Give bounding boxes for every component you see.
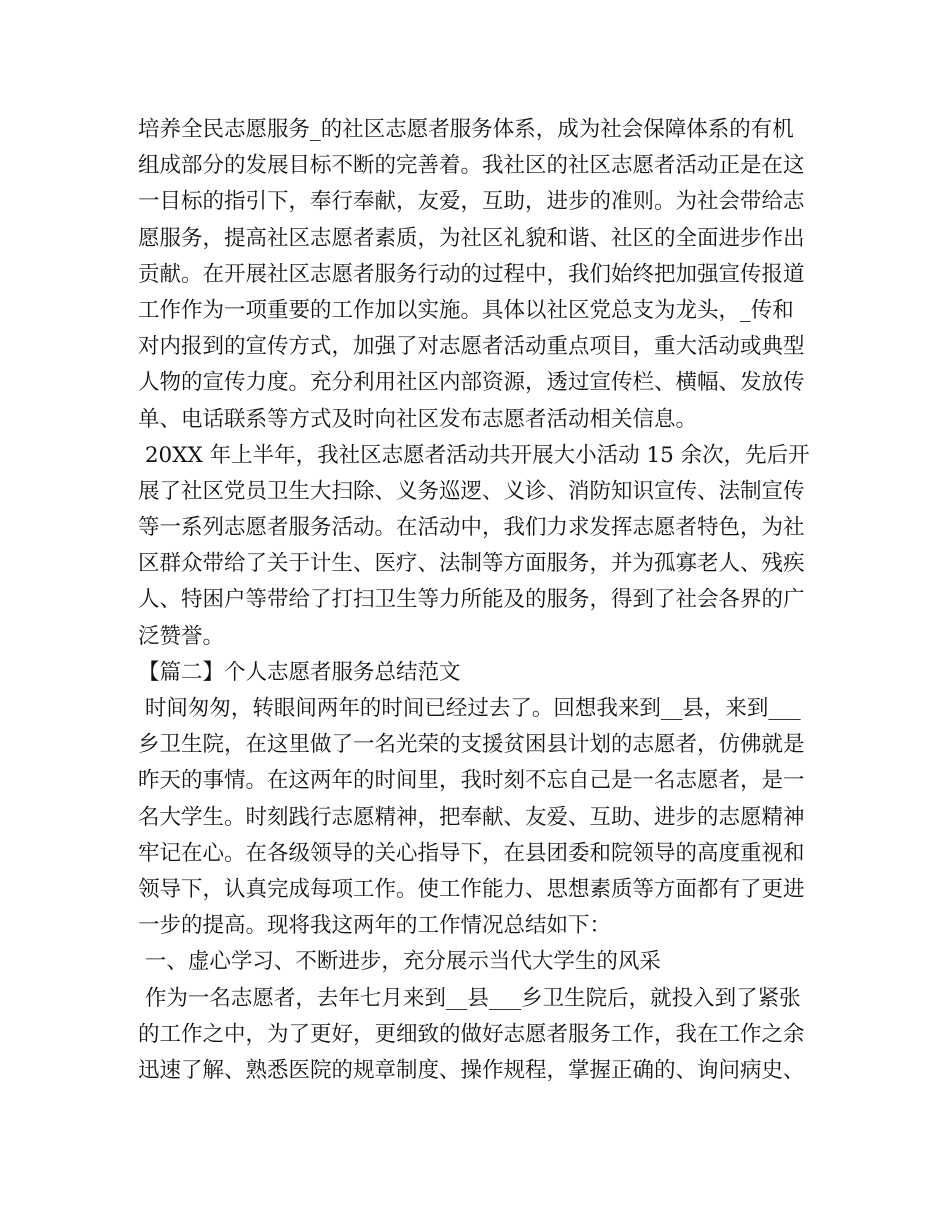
text-line: 贡献。在开展社区志愿者服务行动的过程中，我们始终把加强宣传报道 [138, 261, 805, 287]
text-line: 的工作之中，为了更好，更细致的做好志愿者服务工作，我在工作之余 [138, 1021, 805, 1047]
text-line: 等一系列志愿者服务活动。在活动中，我们力求发挥志愿者特色，为社 [138, 515, 805, 541]
text-line: 单、电话联系等方式及时向社区发布志愿者活动相关信息。 [138, 406, 698, 432]
text-line: 作为一名志愿者，去年七月来到__县___乡卫生院后，就投入到了紧张 [138, 985, 801, 1011]
text-line: 培养全民志愿服务_的社区志愿者服务体系，成为社会保障体系的有机 [138, 117, 794, 142]
text-line: 昨天的事情。在这两年的时间里，我时刻不忘自己是一名志愿者，是一 [138, 768, 805, 794]
text-line: 组成部分的发展目标不断的完善着。我社区的社区志愿者活动正是在这 [138, 153, 805, 179]
text-line: 愿服务，提高社区志愿者素质，为社区礼貌和谐、社区的全面进步作出 [138, 225, 805, 251]
document-body [138, 112, 814, 1089]
section-heading: 【篇二】个人志愿者服务总结范文 [138, 659, 461, 685]
text-line: 对内报到的宣传方式，加强了对志愿者活动重点项目，重大活动或典型 [138, 334, 805, 360]
text-line: 工作作为一项重要的工作加以实施。具体以社区党总支为龙头，_传和 [138, 297, 794, 323]
text-line: 人、特困户等带给了打扫卫生等力所能及的服务，得到了社会各界的广 [138, 587, 805, 613]
text-line: 展了社区党员卫生大扫除、义务巡逻、义诊、消防知识宣传、法制宣传 [138, 478, 805, 504]
text-line: 名大学生。时刻践行志愿精神，把奉献、友爱、互助、进步的志愿精神 [138, 804, 805, 830]
text-line: 乡卫生院，在这里做了一名光荣的支援贫困县计划的志愿者，仿佛就是 [138, 732, 805, 758]
text-line: 20XX 年上半年，我社区志愿者活动共开展大小活动 15 余次，先后开 [138, 442, 810, 468]
text-line: 领导下，认真完成每项工作。使工作能力、思想素质等方面都有了更进 [138, 876, 805, 902]
text-line: 牢记在心。在各级领导的关心指导下，在县团委和院领导的高度重视和 [138, 840, 805, 866]
text-line: 时间匆匆，转眼间两年的时间已经过去了。回想我来到__县，来到___ [138, 696, 801, 721]
subsection-heading: 一、虚心学习、不断进步，充分展示当代大学生的风采 [138, 949, 661, 975]
text-line: 迅速了解、熟悉医院的规章制度、操作规程，掌握正确的、询问病史、 [138, 1057, 805, 1083]
text-line: 一步的提高。现将我这两年的工作情况总结如下： [138, 913, 612, 939]
text-line: 一目标的指引下，奉行奉献，友爱，互助，进步的准则。为社会带给志 [138, 189, 805, 215]
text-line: 泛赞誉。 [138, 623, 225, 649]
text-line: 区群众带给了关于计生、医疗、法制等方面服务，并为孤寡老人、残疾 [138, 551, 805, 577]
text-line: 人物的宣传力度。充分利用社区内部资源，透过宣传栏、横幅、发放传 [138, 370, 805, 396]
